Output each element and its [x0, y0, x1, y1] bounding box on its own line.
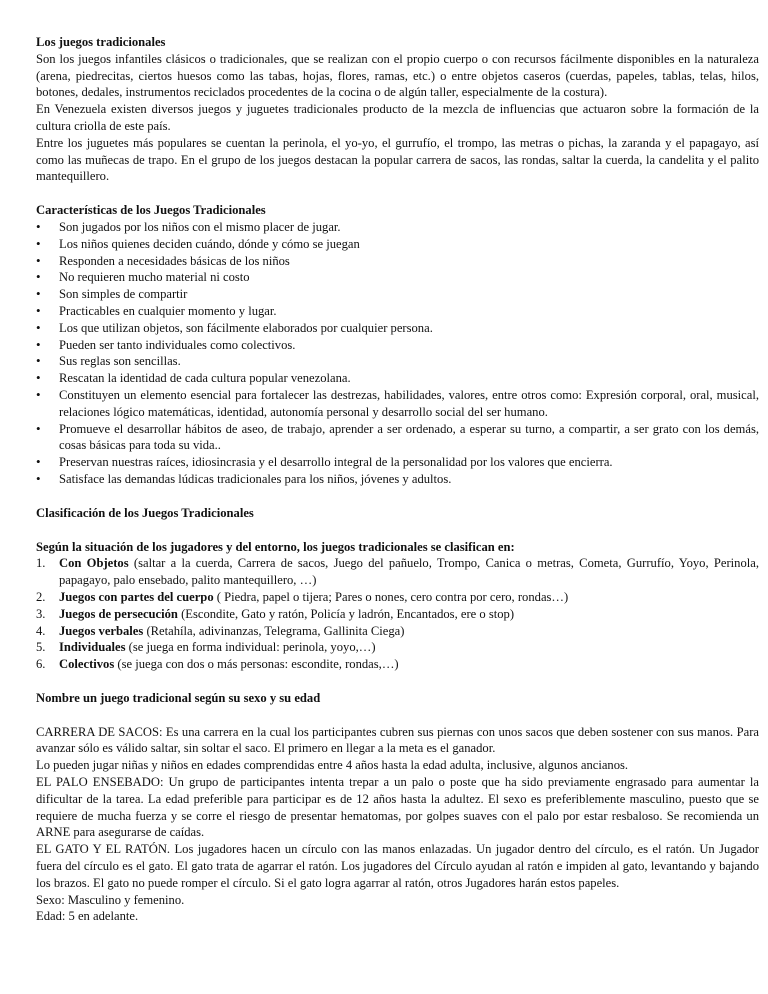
spacer: [36, 185, 759, 202]
paragraph: En Venezuela existen diversos juegos y juguetes tradicionales producto de la mezcla de influencias que actuaron sobre la formación de la cultura criolla de este país.: [36, 102, 759, 133]
classification-list: [36, 555, 759, 673]
item-number: 3.: [36, 606, 46, 621]
list-item: [36, 623, 759, 640]
item-label: Juegos de persecución: [59, 606, 178, 621]
item-label: Individuales: [59, 640, 126, 655]
item-text: (se juega con dos o más personas: escondite, rondas,…): [114, 657, 399, 672]
list-item: • Rescatan la identidad de cada cultura popular venezolana.: [36, 370, 759, 387]
list-item: • Son jugados por los niños con el mismo placer de jugar.: [36, 219, 759, 236]
paragraph: Lo pueden jugar niñas y niños en edades comprendidas entre 4 años hasta la edad adulta, inclusive, algunos ancianos.: [36, 758, 629, 773]
section-title-juegos-tradicionales: Los juegos tradicionales: [36, 35, 166, 49]
paragraph: Edad: 5 en adelante.: [36, 909, 139, 924]
item-text: (Retahíla, adivinanzas, Telegrama, Gallinita Ciega): [143, 623, 405, 638]
section-title-juego-segun-sexo-edad: Nombre un juego tradicional según su sexo y su edad: [36, 690, 321, 705]
item-number: 1.: [36, 556, 46, 571]
spacer: [36, 488, 759, 505]
list-item: • Pueden ser tanto individuales como colectivos.: [36, 337, 759, 354]
item-text: ( Piedra, papel o tijera; Pares o nones, cero contra por cero, rondas…): [213, 589, 569, 604]
list-item: • Practicables en cualquier momento y lugar.: [36, 303, 759, 320]
list-item: [36, 639, 759, 656]
list-item: • Los que utilizan objetos, son fácilmente elaborados por cualquier persona.: [36, 320, 759, 337]
item-text: (se juega en forma individual: perinola, yoyo,…): [125, 640, 376, 655]
list-item: [36, 606, 759, 623]
list-item: [36, 656, 759, 673]
item-number: 5.: [36, 640, 46, 655]
item-label: Juegos verbales: [59, 623, 144, 638]
spacer: [36, 522, 759, 539]
section-subtitle-clasificacion: Según la situación de los jugadores y del entorno, los juegos tradicionales se clasifican en:: [36, 539, 515, 554]
paragraph: CARRERA DE SACOS: Es una carrera en la cual los participantes cubren sus piernas con unos sacos que deben sostener con sus manos. Para avanzar sólo es válido saltar, sin soltar el saco. El primero en llegar a la meta es el ganador.: [36, 724, 759, 756]
item-text: (Escondite, Gato y ratón, Policía y ladrón, Encantados, ere o stop): [177, 606, 515, 621]
characteristics-list: [36, 219, 759, 488]
item-number: 6.: [36, 657, 46, 672]
paragraph: Entre los juguetes más populares se cuentan la perinola, el yo-yo, el gurrufío, el trompo, las metras o pichas, la zaranda y el papagayo, así como las muñecas de trapo. En el grupo de los juegos destacan la popular carrera de sacos, las rondas, saltar la cuerda, la candelita y el palito mantequillero.: [36, 135, 759, 184]
item-label: Con Objetos: [59, 556, 129, 571]
list-item: • Preservan nuestras raíces, idiosincrasia y el desarrollo integral de la personalidad por los valores que encierra.: [36, 454, 759, 471]
list-item: • Los niños quienes deciden cuándo, dónde y cómo se juegan: [36, 236, 759, 253]
list-item: [36, 555, 759, 589]
list-item: • Constituyen un elemento esencial para fortalecer las destrezas, habilidades, valores, entre otros como: Expresión corporal, oral, musical, relaciones lógico matemáticas, identidad, autonomía personal y desarrollo social del ser humano.: [36, 387, 759, 421]
section-title-clasificacion: Clasificación de los Juegos Tradicionales: [36, 505, 254, 520]
item-number: 2.: [36, 589, 46, 604]
item-label: Juegos con partes del cuerpo: [59, 589, 214, 604]
list-item: • No requieren mucho material ni costo: [36, 269, 759, 286]
item-label: Colectivos: [59, 657, 115, 672]
item-text: (saltar a la cuerda, Carrera de sacos, Juego del pañuelo, Trompo, Canica o metras, Cometa, Gurrufío, Yoyo, Perinola, papagayo, palo ensebado, palito mantequillero, …): [59, 556, 760, 588]
section-title-caracteristicas: Características de los Juegos Tradicionales: [36, 203, 266, 218]
spacer: [36, 673, 759, 690]
paragraph: EL PALO ENSEBADO: Un grupo de participantes intenta trepar a un palo o poste que ha sido previamente engrasado para aumentar la dificultar de la tarea. La edad preferible para participar es de 12 años hasta la adultez. El sexo es preferiblemente masculino, puesto que se requiere de mucha fuerza y se corre el riesgo de presentar hematomas, por golpes suaves con el palo por estar resbaloso. Se recomienda un ARNE para asegurarse de caídas.: [36, 775, 759, 840]
list-item: • Promueve el desarrollar hábitos de aseo, de trabajo, aprender a ser ordenado, a esperar su turno, a compartir, a ser grato con los demás, cosas básicas para toda su vida..: [36, 421, 759, 455]
list-item: • Sus reglas son sencillas.: [36, 353, 759, 370]
paragraph: EL GATO Y EL RATÓN. Los jugadores hacen un círculo con las manos enlazadas. Un jugador dentro del círculo, es el ratón. Un Jugador fuera del círculo es el gato. El gato trata de agarrar el ratón. Los jugadores del Círculo ayudan al ratón e impiden al gato, levantando y bajando los brazos. El gato no puede romper el círculo. Si el gato logra agarrar al ratón, otros Jugadores harán estos papeles.: [36, 842, 759, 890]
list-item: • Son simples de compartir: [36, 286, 759, 303]
spacer: [36, 707, 759, 724]
list-item: • Satisface las demandas lúdicas tradicionales para los niños, jóvenes y adultos.: [36, 471, 759, 488]
list-item: • Responden a necesidades básicas de los niños: [36, 253, 759, 270]
item-number: 4.: [36, 623, 46, 638]
paragraph: Son los juegos infantiles clásicos o tradicionales, que se realizan con el propio cuerpo o con recursos fácilmente disponibles en la naturaleza (arena, piedrecitas, ciertos huesos como las tabas, hojas, flores, ramas, etc.) o entre objetos caseros (cuerdas, papeles, tablas, telas, hilos, botones, dedales, instrumentos reciclados procedentes de la cocina o de algún taller, especialmente de la costura).: [36, 51, 759, 100]
list-item: [36, 589, 759, 606]
paragraph: Sexo: Masculino y femenino.: [36, 892, 185, 907]
